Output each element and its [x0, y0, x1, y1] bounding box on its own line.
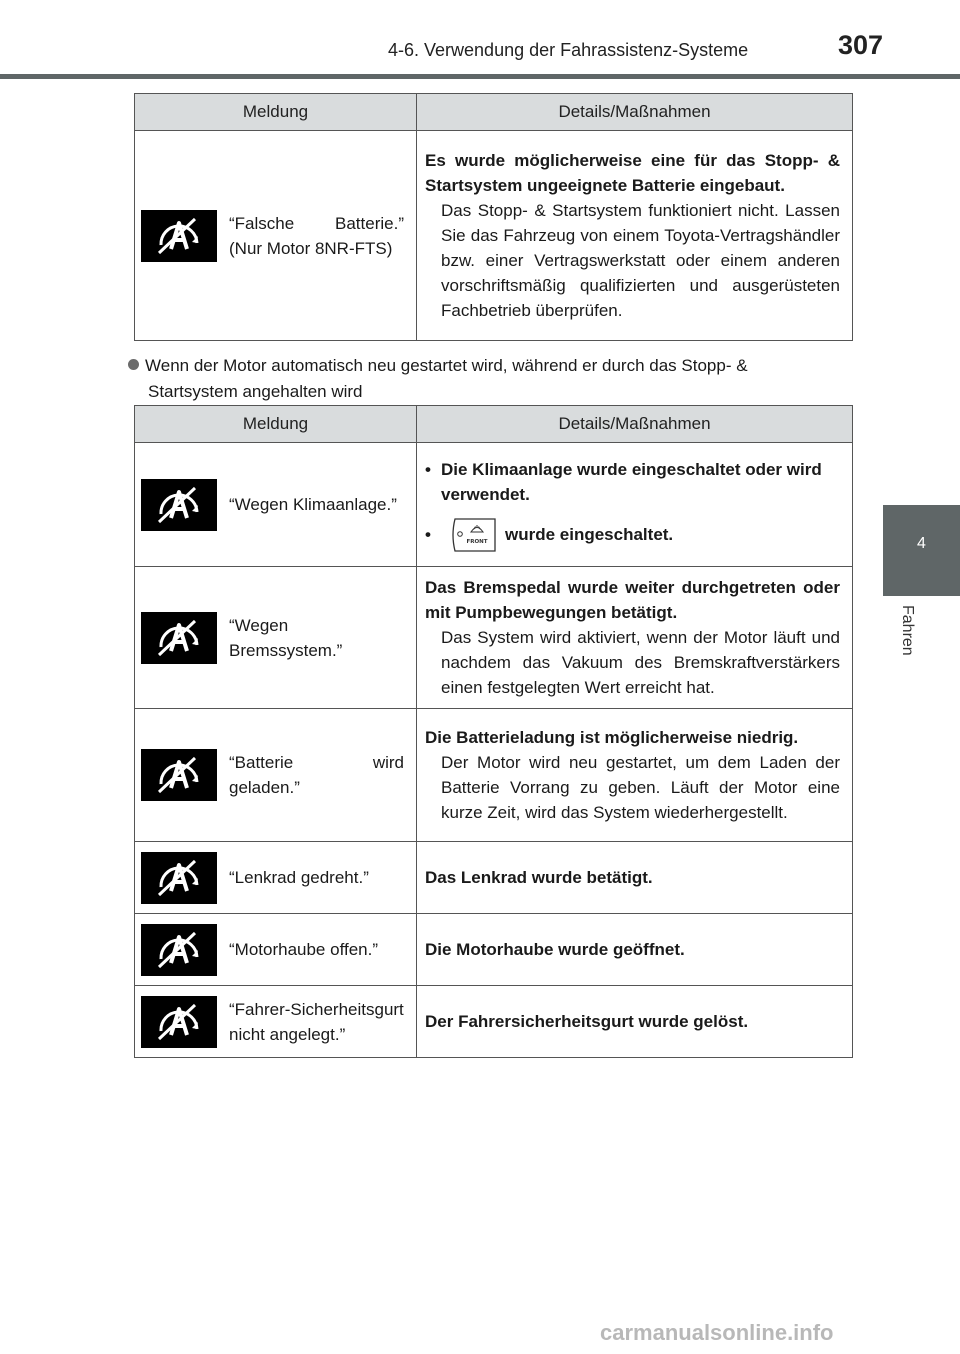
chapter-label-text: Fahren — [899, 605, 916, 656]
column-header-details: Details/Maßnahmen — [417, 406, 853, 443]
detail-text: Das Stopp- & Startsystem funktioniert nicht. Lassen Sie das Fahrzeug von einem Toyota-Vertragshändler bzw. einer Vertragswerkstatt oder einem anderen vorschriftsmäßig qualifizierten und ausgerüsteten Fachbetrieb überprüfen. — [441, 201, 840, 320]
table-row — [135, 443, 853, 567]
table-row — [135, 986, 853, 1058]
stop-start-off-icon — [141, 996, 217, 1048]
intro-line-2: Startsystem angehalten wird — [148, 382, 363, 401]
details-cell — [417, 443, 853, 567]
message-text: “Batterie wird geladen.” — [229, 753, 404, 797]
stop-start-off-icon — [141, 852, 217, 904]
header-rule — [0, 74, 960, 79]
message-cell — [135, 567, 417, 709]
column-header-message: Meldung — [135, 94, 417, 131]
front-defroster-button-icon — [451, 517, 497, 553]
intro-line-1: Wenn der Motor automatisch neu gestartet wird, während er durch das Stopp- & — [145, 356, 748, 375]
details-cell — [417, 131, 853, 341]
details-cell — [417, 567, 853, 709]
table-header — [135, 94, 853, 131]
detail-heading: Das Bremspedal wurde weiter durchgetreten oder mit Pumpbewegungen betätigt. — [425, 578, 840, 622]
message-text: “Falsche Batterie.” (Nur Motor 8NR-FTS) — [229, 213, 404, 258]
message-cell — [135, 986, 417, 1058]
detail-heading: Es wurde möglicherweise eine für das Stopp- & Startsystem ungeeignete Batterie eingebaut. — [425, 151, 840, 195]
bullet-item — [425, 457, 840, 507]
message-cell — [135, 914, 417, 986]
table-header — [135, 406, 853, 443]
detail-heading: Die Batterieladung ist möglicherweise niedrig. — [425, 728, 799, 747]
column-header-details: Details/Maßnahmen — [417, 94, 853, 131]
intro-paragraph — [128, 353, 854, 405]
detail-heading: Der Fahrersicherheitsgurt wurde gelöst. — [425, 1012, 749, 1031]
message-cell — [135, 443, 417, 567]
detail-heading: Die Motorhaube wurde geöffnet. — [425, 940, 685, 959]
detail-heading: Das Lenkrad wurde betätigt. — [425, 868, 653, 887]
chapter-number: 4 — [917, 535, 926, 552]
message-text: “Wegen Bremssystem.” — [229, 615, 343, 660]
bullet-mark: • — [425, 525, 431, 544]
detail-text: Der Motor wird neu gestartet, um dem Laden der Batterie Vorrang zu geben. Läuft der Motor eine kurze Zeit, wird das System wiederhergestellt. — [441, 753, 840, 822]
bullet-item — [425, 517, 840, 553]
stop-start-off-icon — [141, 924, 217, 976]
details-cell — [417, 914, 853, 986]
details-cell — [417, 842, 853, 914]
stop-start-off-icon — [141, 210, 217, 262]
page-number: 307 — [838, 30, 884, 60]
table-row — [135, 709, 853, 842]
stop-start-off-icon — [141, 479, 217, 531]
message-table-2 — [134, 405, 853, 1058]
bullet-circle-icon — [128, 359, 139, 370]
bullet-text: Die Klimaanlage wurde eingeschaltet oder wird verwendet. — [441, 459, 822, 504]
chapter-label — [898, 605, 930, 665]
stop-start-off-icon — [141, 612, 217, 664]
details-cell — [417, 709, 853, 842]
stop-start-off-icon — [141, 749, 217, 801]
table-row — [135, 131, 853, 341]
message-table-1 — [134, 93, 853, 341]
section-title: 4-6. Verwendung der Fahrassistenz-Systeme — [388, 40, 749, 60]
button-label: FRONT — [466, 538, 488, 545]
detail-text: Das System wird aktiviert, wenn der Motor läuft und nachdem das Vakuum des Bremskraftverstärkers einen festgelegten Wert erreicht hat. — [441, 628, 840, 697]
message-text: “Wegen Klimaanlage.” — [229, 495, 397, 514]
message-text: “Motorhaube offen.” — [229, 940, 378, 959]
watermark: carmanualsonline.info — [600, 1320, 834, 1345]
message-text: “Fahrer-Sicherheitsgurt nicht angelegt.” — [229, 999, 404, 1044]
details-cell — [417, 986, 853, 1058]
message-cell — [135, 842, 417, 914]
table-row — [135, 567, 853, 709]
table-row — [135, 842, 853, 914]
bullet-mark: • — [425, 459, 431, 479]
message-cell — [135, 131, 417, 341]
column-header-message: Meldung — [135, 406, 417, 443]
message-text: “Lenkrad gedreht.” — [229, 868, 369, 887]
table-row — [135, 914, 853, 986]
message-cell — [135, 709, 417, 842]
bullet-text: wurde eingeschaltet. — [505, 525, 674, 544]
